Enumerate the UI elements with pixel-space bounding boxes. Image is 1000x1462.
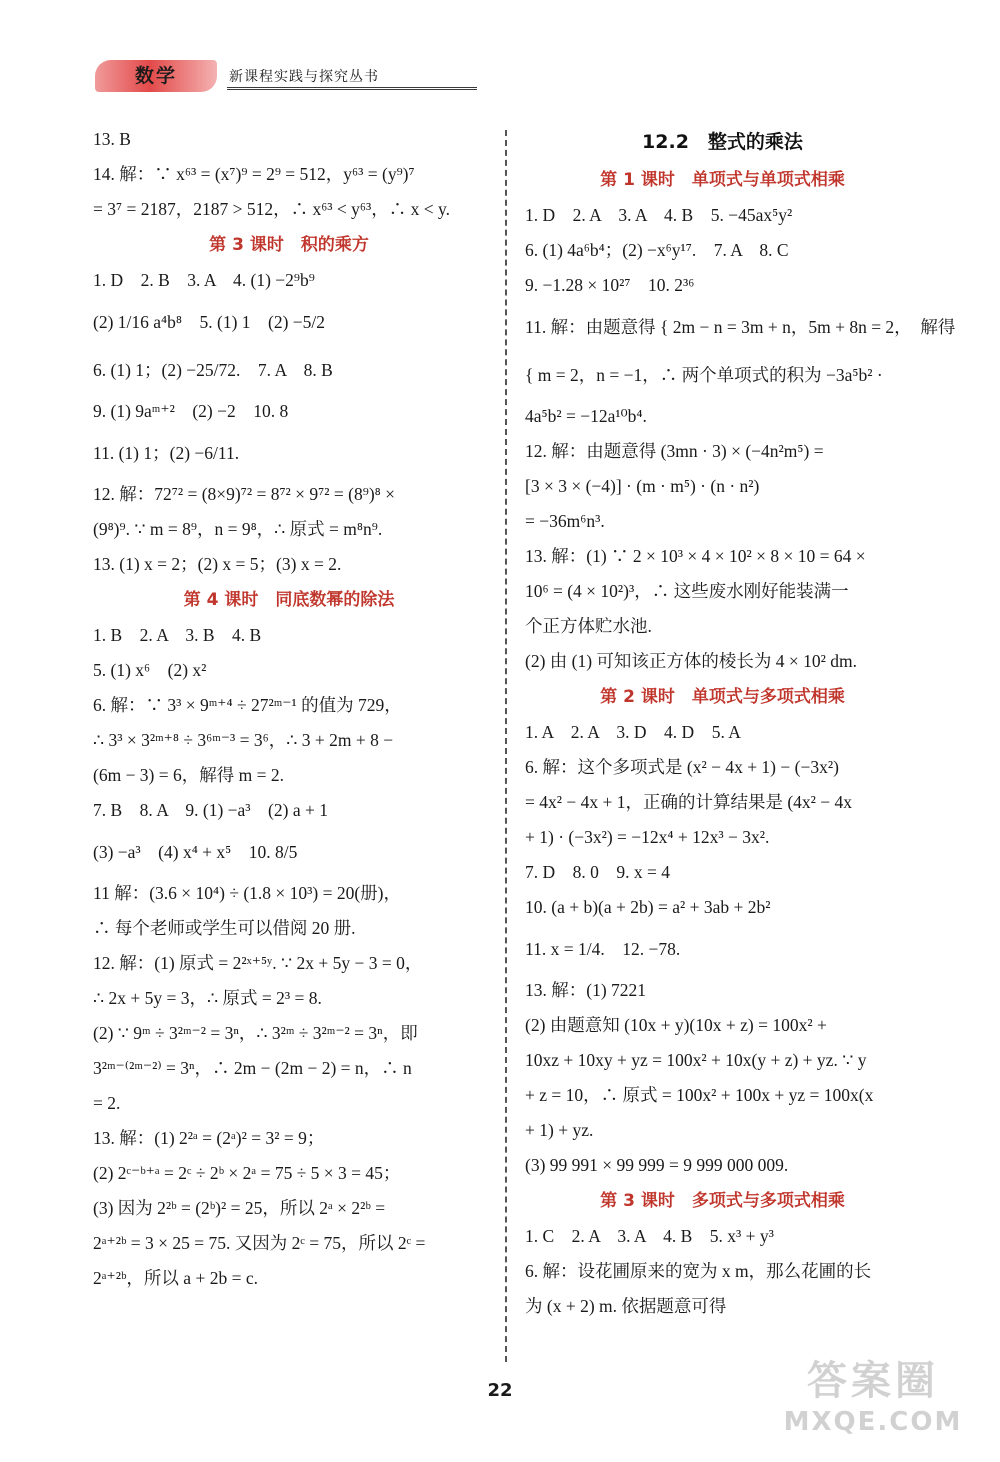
watermark-top: 答案圈 — [807, 1358, 939, 1404]
left-answer-line: = 2. — [93, 1093, 121, 1113]
left-answer-line: (2) 1/16 a⁴b⁸ 5. (1) 1 (2) −5/2 — [93, 312, 326, 332]
left-section-heading: 第 3 课时 积的乘方 — [209, 235, 369, 255]
right-answer-line: 13. 解：(1) 7221 — [525, 980, 647, 1000]
right-answer-line: = 4x² − 4x + 1，正确的计算结果是 (4x² − 4x — [525, 792, 853, 812]
page-number: 22 — [487, 1380, 513, 1401]
left-answer-line: 2ᵃ⁺²ᵇ，所以 a + 2b = c. — [93, 1268, 258, 1288]
watermark-logo — [768, 1356, 978, 1446]
left-answer-line: (3) 因为 2²ᵇ = (2ᵇ)² = 25，所以 2ᵃ × 2²ᵇ = — [93, 1198, 386, 1218]
left-answer-line: 1. B 2. A 3. B 4. B — [93, 625, 262, 645]
right-answer-line: 1. D 2. A 3. A 4. B 5. −45ax⁵y² — [525, 205, 793, 225]
right-answer-line: (2) 由题意知 (10x + y)(10x + z) = 100x² + — [525, 1015, 827, 1035]
left-answer-line: 3²ᵐ⁻⁽²ᵐ⁻²⁾ = 3ⁿ，∴ 2m − (2m − 2) = n，∴ n — [93, 1058, 412, 1078]
left-answer-line: 1. D 2. B 3. A 4. (1) −2⁹b⁹ — [93, 270, 315, 290]
right-answer-line: + 1) · (−3x²) = −12x⁴ + 12x³ − 3x². — [525, 827, 770, 847]
left-answer-line: 2ᵃ⁺²ᵇ = 3 × 25 = 75. 又因为 2ᶜ = 75，所以 2ᶜ = — [93, 1233, 426, 1253]
left-answer-line: (9⁸)⁹. ∵ m = 8⁹，n = 9⁸，∴ 原式 = m⁸n⁹. — [93, 519, 383, 539]
right-section-heading: 第 3 课时 多项式与多项式相乘 — [600, 1191, 845, 1211]
left-answer-line: 13. 解：(1) 2²ᵃ = (2ᵃ)² = 3² = 9； — [93, 1128, 325, 1148]
right-answer-line: + 1) + yz. — [525, 1120, 594, 1140]
left-answer-line: 11 解：(3.6 × 10⁴) ÷ (1.8 × 10³) = 20(册)， — [93, 883, 402, 903]
right-answer-line: 11. 解：由题意得 { 2m − n = 3m + n，5m + 8n = 2， 解得 — [525, 317, 956, 337]
left-answer-line: 6. 解：∵ 3³ × 9ᵐ⁺⁴ ÷ 27²ᵐ⁻¹ 的值为 729， — [93, 695, 402, 715]
right-answer-line: 1. C 2. A 3. A 4. B 5. x³ + y³ — [525, 1226, 774, 1246]
left-answer-line: 13. B — [93, 129, 131, 149]
right-answer-line: 13. 解：(1) ∵ 2 × 10³ × 4 × 10² × 8 × 10 = 64 × — [525, 546, 866, 566]
left-section-heading: 第 4 课时 同底数幂的除法 — [183, 590, 395, 610]
series-underline — [227, 87, 477, 90]
right-answer-line: 6. (1) 4a⁶b⁴；(2) −x⁶y¹⁷. 7. A 8. C — [525, 240, 789, 260]
left-answer-line: (2) ∵ 9ᵐ ÷ 3²ᵐ⁻² = 3ⁿ，∴ 3²ᵐ ÷ 3²ᵐ⁻² = 3ⁿ，即 — [93, 1023, 418, 1043]
left-answer-line: 12. 解：(1) 原式 = 2²ˣ⁺⁵ʸ. ∵ 2x + 5y − 3 = 0， — [93, 953, 423, 973]
left-answer-line: 5. (1) x⁶ (2) x² — [93, 660, 207, 680]
right-answer-line: (2) 由 (1) 可知该正方体的棱长为 4 × 10² dm. — [525, 651, 858, 671]
left-answer-line: (3) −a³ (4) x⁴ + x⁵ 10. 8/5 — [93, 842, 298, 862]
right-answer-line: 10. (a + b)(a + 2b) = a² + 3ab + 2b² — [525, 897, 771, 917]
right-answer-line: = −36m⁶n³. — [525, 511, 605, 531]
right-answer-line: 7. D 8. 0 9. x = 4 — [525, 862, 671, 882]
left-answer-line: 9. (1) 9aᵐ⁺² (2) −2 10. 8 — [93, 401, 289, 421]
left-answer-line: ∴ 每个老师或学生可以借阅 20 册. — [93, 918, 356, 938]
right-chapter-heading: 12.2 整式的乘法 — [642, 131, 803, 153]
right-answer-line: 12. 解：由题意得 (3mn · 3) × (−4n²m⁵) = — [525, 441, 824, 461]
left-answer-line: ∴ 2x + 5y = 3，∴ 原式 = 2³ = 8. — [93, 988, 322, 1008]
right-answer-line: + z = 10，∴ 原式 = 100x² + 100x + yz = 100x(x — [525, 1085, 874, 1105]
subject-tab: 数学 — [95, 60, 217, 92]
right-answer-line: [3 × 3 × (−4)] · (m · m⁵) · (n · n²) — [525, 476, 760, 496]
right-answer-line: 6. 解：设花圃原来的宽为 x m，那么花圃的长 — [525, 1261, 872, 1281]
left-answer-line: 14. 解：∵ x⁶³ = (x⁷)⁹ = 2⁹ = 512，y⁶³ = (y⁹)⁷ — [93, 164, 415, 184]
right-answer-line: 6. 解：这个多项式是 (x² − 4x + 1) − (−3x²) — [525, 757, 839, 777]
left-column — [93, 122, 485, 1296]
right-answer-line: 为 (x + 2) m. 依据题意可得 — [525, 1296, 727, 1316]
column-divider — [505, 130, 507, 1362]
series-title: 新课程实践与探究丛书 — [229, 69, 379, 85]
right-answer-line: 1. A 2. A 3. D 4. D 5. A — [525, 722, 741, 742]
right-answer-line: (3) 99 991 × 99 999 = 9 999 000 009. — [525, 1155, 789, 1175]
right-answer-line: { m = 2，n = −1，∴ 两个单项式的积为 −3a⁵b² · — [525, 365, 883, 385]
left-answer-line: 11. (1) 1；(2) −6/11. — [93, 443, 240, 463]
page-header — [95, 60, 395, 94]
right-answer-line: 4a⁵b² = −12a¹⁰b⁴. — [525, 406, 647, 426]
left-answer-line: 7. B 8. A 9. (1) −a³ (2) a + 1 — [93, 800, 328, 820]
left-answer-line: 12. 解：72⁷² = (8×9)⁷² = 8⁷² × 9⁷² = (8⁹)⁸ × — [93, 484, 395, 504]
right-answer-line: 10xz + 10xy + yz = 100x² + 10x(y + z) + yz. ∵ y — [525, 1050, 867, 1070]
right-answer-line: 10⁶ = (4 × 10²)³，∴ 这些废水刚好能装满一 — [525, 581, 849, 601]
left-answer-line: (2) 2ᶜ⁻ᵇ⁺ᵃ = 2ᶜ ÷ 2ᵇ × 2ᵃ = 75 ÷ 5 × 3 = 45； — [93, 1163, 401, 1183]
left-answer-line: ∴ 3³ × 3²ᵐ⁺⁸ ÷ 3⁶ᵐ⁻³ = 3⁶，∴ 3 + 2m + 8 − — [93, 730, 394, 750]
right-answer-line: 个正方体贮水池. — [525, 616, 652, 636]
right-column — [525, 122, 956, 1324]
right-answer-line: 11. x = 1/4. 12. −78. — [525, 939, 681, 959]
right-answer-line: 9. −1.28 × 10²⁷ 10. 2³⁶ — [525, 275, 695, 295]
right-section-heading: 第 1 课时 单项式与单项式相乘 — [600, 170, 845, 190]
left-answer-line: (6m − 3) = 6，解得 m = 2. — [93, 765, 284, 785]
left-answer-line: 6. (1) 1；(2) −25/72. 7. A 8. B — [93, 360, 333, 380]
left-answer-line: 13. (1) x = 2；(2) x = 5；(3) x = 2. — [93, 554, 342, 574]
watermark-bottom: MXQE.COM — [783, 1407, 963, 1437]
left-answer-line: = 3⁷ = 2187，2187 > 512，∴ x⁶³ < y⁶³，∴ x < y. — [93, 199, 451, 219]
right-section-heading: 第 2 课时 单项式与多项式相乘 — [600, 687, 845, 707]
